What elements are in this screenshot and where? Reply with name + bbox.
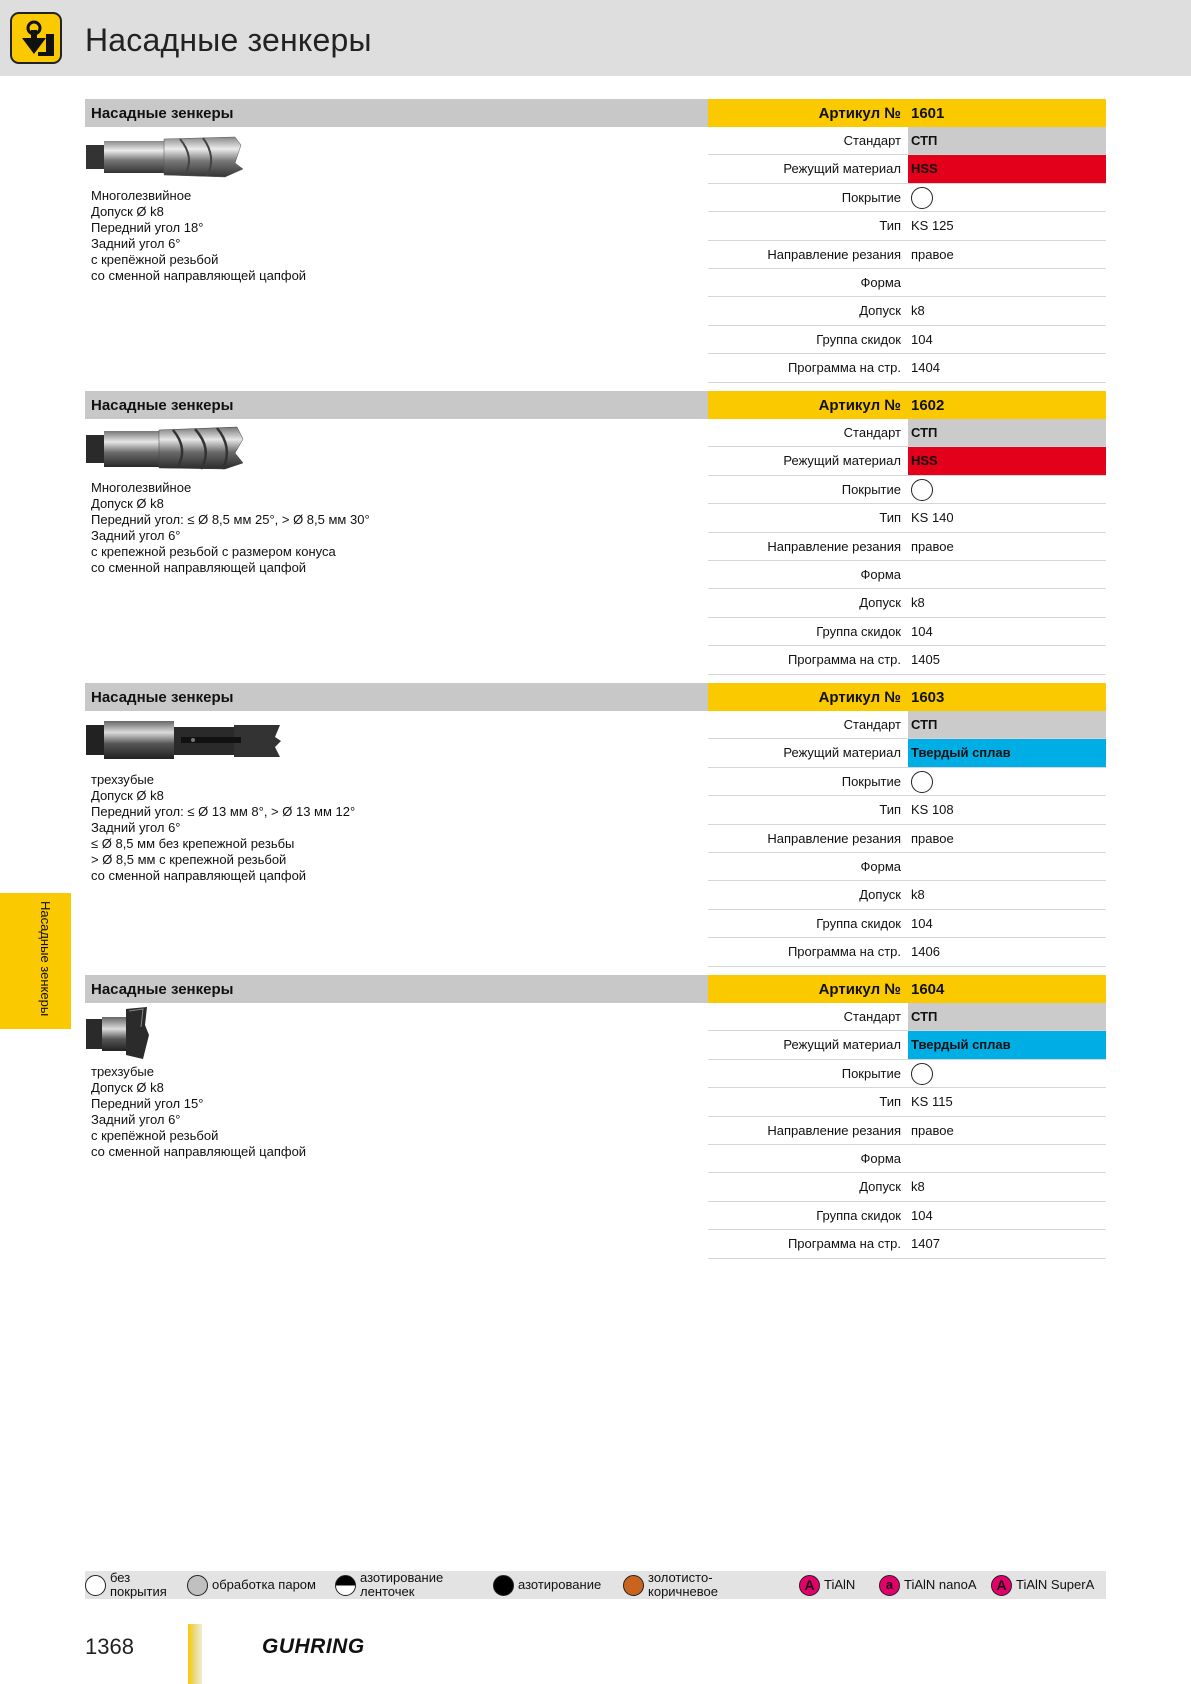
desc-line: Передний угол: ≤ Ø 8,5 мм 25°, > Ø 8,5 мм 30° <box>91 512 370 527</box>
row-material <box>708 447 1106 475</box>
program-label: Программа на стр. <box>787 652 901 668</box>
standard-value: СТП <box>908 711 1106 738</box>
section-title: Насадные зенкеры <box>91 689 234 706</box>
row-direction <box>708 825 1106 853</box>
no-coating-icon <box>85 1575 106 1596</box>
coating-label: Покрытие <box>841 481 901 497</box>
row-form <box>708 853 1106 881</box>
program-value[interactable]: 1405 <box>911 652 940 668</box>
supera-badge-icon: A <box>991 1575 1012 1596</box>
form-value <box>908 269 1106 296</box>
desc-line: Допуск Ø k8 <box>91 788 164 803</box>
coating-legend <box>85 1571 1106 1599</box>
properties-table <box>708 1003 1106 1259</box>
side-chapter-tab[interactable] <box>0 893 71 1029</box>
type-value: KS 140 <box>911 510 954 526</box>
footer-stripe <box>188 1624 202 1684</box>
type-value: KS 115 <box>911 1094 953 1110</box>
brand-logo: GUHRING <box>262 1635 365 1658</box>
properties-table <box>708 127 1106 383</box>
article-label: Артикул № <box>818 689 901 706</box>
legend-line: ленточек <box>360 1584 415 1599</box>
standard-value: СТП <box>908 1003 1106 1030</box>
section-title-bar <box>85 683 708 711</box>
desc-line: Допуск Ø k8 <box>91 1080 164 1095</box>
tolerance-label: Допуск <box>859 887 901 903</box>
desc-line: со сменной направляющей цапфой <box>91 560 307 575</box>
page-title: Насадные зенкеры <box>85 22 372 58</box>
direction-value: правое <box>911 246 954 262</box>
discount-label: Группа скидок <box>816 1207 901 1223</box>
legend-label <box>360 1571 443 1599</box>
page-number: 1368 <box>85 1634 134 1659</box>
form-label: Форма <box>860 566 901 582</box>
form-label: Форма <box>860 1150 901 1166</box>
material-value: Твердый сплав <box>908 739 1106 766</box>
discount-value: 104 <box>911 331 933 347</box>
section-title-bar <box>85 975 708 1003</box>
discount-label: Группа скидок <box>816 623 901 639</box>
type-value: KS 125 <box>911 218 954 234</box>
desc-line: с крепежной резьбой с размером конуса <box>91 544 336 559</box>
row-material <box>708 739 1106 767</box>
program-value[interactable]: 1404 <box>911 360 940 376</box>
desc-line: с крепёжной резьбой <box>91 252 219 267</box>
product-section-1602 <box>85 391 1106 677</box>
product-section-1601 <box>85 99 1106 385</box>
row-type <box>708 504 1106 532</box>
discount-value: 104 <box>911 915 933 931</box>
coating-value <box>908 1060 1106 1087</box>
form-label: Форма <box>860 858 901 874</box>
program-label: Программа на стр. <box>787 1236 901 1252</box>
article-number: 1602 <box>911 397 945 414</box>
row-form <box>708 1145 1106 1173</box>
desc-line: Задний угол 6° <box>91 528 181 543</box>
direction-label: Направление резания <box>767 246 901 262</box>
row-discount <box>708 1202 1106 1230</box>
legend-line: коричневое <box>648 1584 718 1599</box>
row-tolerance <box>708 589 1106 617</box>
row-program <box>708 646 1106 674</box>
discount-value: 104 <box>911 1207 933 1223</box>
properties-table <box>708 419 1106 675</box>
standard-label: Стандарт <box>843 133 901 148</box>
category-logo-icon <box>10 12 62 64</box>
program-label: Программа на стр. <box>787 360 901 376</box>
program-value[interactable]: 1406 <box>911 944 940 960</box>
desc-line: Передний угол 18° <box>91 220 204 235</box>
coating-value <box>908 476 1106 503</box>
direction-value: правое <box>911 830 954 846</box>
tool-image <box>85 1005 155 1066</box>
row-standard <box>708 127 1106 155</box>
desc-line: Допуск Ø k8 <box>91 204 164 219</box>
discount-label: Группа скидок <box>816 331 901 347</box>
article-label: Артикул № <box>818 981 901 998</box>
desc-line: Задний угол 6° <box>91 236 181 251</box>
desc-line: Передний угол 15° <box>91 1096 204 1111</box>
properties-table <box>708 711 1106 967</box>
desc-line: ≤ Ø 8,5 мм без крепежной резьбы <box>91 836 295 851</box>
product-section-1604 <box>85 975 1106 1261</box>
nitride-icon <box>493 1575 514 1596</box>
article-bar <box>708 391 1106 419</box>
row-standard <box>708 419 1106 447</box>
desc-line: Задний угол 6° <box>91 1112 181 1127</box>
row-discount <box>708 326 1106 354</box>
section-title: Насадные зенкеры <box>91 397 234 414</box>
standard-label: Стандарт <box>843 1009 901 1024</box>
row-direction <box>708 1117 1106 1145</box>
desc-line: трехзубые <box>91 772 154 787</box>
article-number: 1601 <box>911 105 945 122</box>
article-label: Артикул № <box>818 105 901 122</box>
material-value: Твердый сплав <box>908 1031 1106 1058</box>
direction-value: правое <box>911 1122 954 1138</box>
page-header <box>0 0 1191 76</box>
material-label: Режущий материал <box>783 453 901 469</box>
no-coating-icon <box>911 479 933 501</box>
tolerance-label: Допуск <box>859 595 901 611</box>
desc-line: со сменной направляющей цапфой <box>91 1144 307 1159</box>
gold-brown-icon <box>623 1575 644 1596</box>
desc-line: со сменной направляющей цапфой <box>91 868 307 883</box>
direction-value: правое <box>911 538 954 554</box>
row-form <box>708 269 1106 297</box>
row-tolerance <box>708 297 1106 325</box>
legend-label: TiAlN SuperA <box>1016 1577 1095 1592</box>
desc-line: Задний угол 6° <box>91 820 181 835</box>
tolerance-value: k8 <box>911 887 925 903</box>
type-label: Тип <box>879 802 901 818</box>
countersink-tool-icon <box>12 14 60 62</box>
form-value <box>908 853 1106 880</box>
tolerance-label: Допуск <box>859 303 901 319</box>
product-description <box>91 772 355 884</box>
standard-label: Стандарт <box>843 425 901 440</box>
coating-label: Покрытие <box>841 773 901 789</box>
program-label: Программа на стр. <box>787 944 901 960</box>
legend-line: азотирование <box>360 1570 444 1585</box>
desc-line: Многолезвийное <box>91 480 192 495</box>
material-label: Режущий материал <box>783 1037 901 1053</box>
discount-value: 104 <box>911 623 933 639</box>
type-label: Тип <box>879 510 901 526</box>
row-coating <box>708 1060 1106 1088</box>
material-label: Режущий материал <box>783 745 901 761</box>
desc-line: > Ø 8,5 мм с крепежной резьбой <box>91 852 287 867</box>
row-direction <box>708 241 1106 269</box>
material-label: Режущий материал <box>783 161 901 177</box>
row-discount <box>708 910 1106 938</box>
standard-label: Стандарт <box>843 717 901 732</box>
product-description <box>91 480 370 576</box>
tolerance-value: k8 <box>911 1179 925 1195</box>
tool-image <box>85 133 245 184</box>
form-value <box>908 1145 1106 1172</box>
tool-image <box>85 717 285 768</box>
material-value: HSS <box>908 447 1106 474</box>
type-value: KS 108 <box>911 802 954 818</box>
coating-value <box>908 768 1106 795</box>
article-bar <box>708 99 1106 127</box>
type-label: Тип <box>879 218 901 234</box>
no-coating-icon <box>911 1063 933 1085</box>
legend-label <box>648 1571 718 1599</box>
strip-nitride-icon <box>335 1575 356 1596</box>
tolerance-value: k8 <box>911 595 925 611</box>
article-label: Артикул № <box>818 397 901 414</box>
row-tolerance <box>708 1173 1106 1201</box>
standard-value: СТП <box>908 419 1106 446</box>
row-type <box>708 212 1106 240</box>
coating-value <box>908 184 1106 211</box>
material-value: HSS <box>908 155 1106 182</box>
row-program <box>708 938 1106 966</box>
form-value <box>908 561 1106 588</box>
row-direction <box>708 533 1106 561</box>
legend-label: TiAlN nanoA <box>904 1577 977 1592</box>
direction-label: Направление резания <box>767 1122 901 1138</box>
product-section-1603 <box>85 683 1106 969</box>
standard-value: СТП <box>908 127 1106 154</box>
nanoa-badge-icon: a <box>879 1575 900 1596</box>
desc-line: Допуск Ø k8 <box>91 496 164 511</box>
row-form <box>708 561 1106 589</box>
row-coating <box>708 476 1106 504</box>
no-coating-icon <box>911 771 933 793</box>
legend-label <box>110 1571 167 1599</box>
coating-label: Покрытие <box>841 189 901 205</box>
section-title-bar <box>85 99 708 127</box>
tolerance-label: Допуск <box>859 1179 901 1195</box>
coating-label: Покрытие <box>841 1065 901 1081</box>
article-number: 1603 <box>911 689 945 706</box>
no-coating-icon <box>911 187 933 209</box>
product-description <box>91 1064 306 1160</box>
row-discount <box>708 618 1106 646</box>
legend-line: без <box>110 1570 131 1585</box>
side-chapter-label: Насадные зенкеры <box>38 901 53 1017</box>
legend-label: азотирование <box>518 1577 602 1592</box>
row-coating <box>708 768 1106 796</box>
program-value[interactable]: 1407 <box>911 1236 940 1252</box>
desc-line: Передний угол: ≤ Ø 13 мм 8°, > Ø 13 мм 12° <box>91 804 356 819</box>
tool-image <box>85 425 245 476</box>
type-label: Тип <box>879 1094 901 1110</box>
legend-label: TiAlN <box>824 1577 856 1592</box>
section-title-bar <box>85 391 708 419</box>
row-program <box>708 1230 1106 1258</box>
legend-line: золотисто- <box>648 1570 713 1585</box>
legend-line: покрытия <box>110 1584 167 1599</box>
desc-line: Многолезвийное <box>91 188 192 203</box>
tolerance-value: k8 <box>911 303 925 319</box>
form-label: Форма <box>860 274 901 290</box>
steam-treatment-icon <box>187 1575 208 1596</box>
desc-line: со сменной направляющей цапфой <box>91 268 307 283</box>
article-bar <box>708 683 1106 711</box>
desc-line: трехзубые <box>91 1064 154 1079</box>
row-type <box>708 1088 1106 1116</box>
article-bar <box>708 975 1106 1003</box>
direction-label: Направление резания <box>767 538 901 554</box>
row-material <box>708 1031 1106 1059</box>
row-standard <box>708 711 1106 739</box>
row-tolerance <box>708 881 1106 909</box>
legend-label: обработка паром <box>212 1577 316 1592</box>
section-title: Насадные зенкеры <box>91 981 234 998</box>
discount-label: Группа скидок <box>816 915 901 931</box>
direction-label: Направление резания <box>767 830 901 846</box>
row-standard <box>708 1003 1106 1031</box>
desc-line: с крепёжной резьбой <box>91 1128 219 1143</box>
product-description <box>91 188 306 284</box>
tialn-badge-icon: A <box>799 1575 820 1596</box>
row-material <box>708 155 1106 183</box>
row-coating <box>708 184 1106 212</box>
row-type <box>708 796 1106 824</box>
row-program <box>708 354 1106 382</box>
section-title: Насадные зенкеры <box>91 105 234 122</box>
article-number: 1604 <box>911 981 945 998</box>
